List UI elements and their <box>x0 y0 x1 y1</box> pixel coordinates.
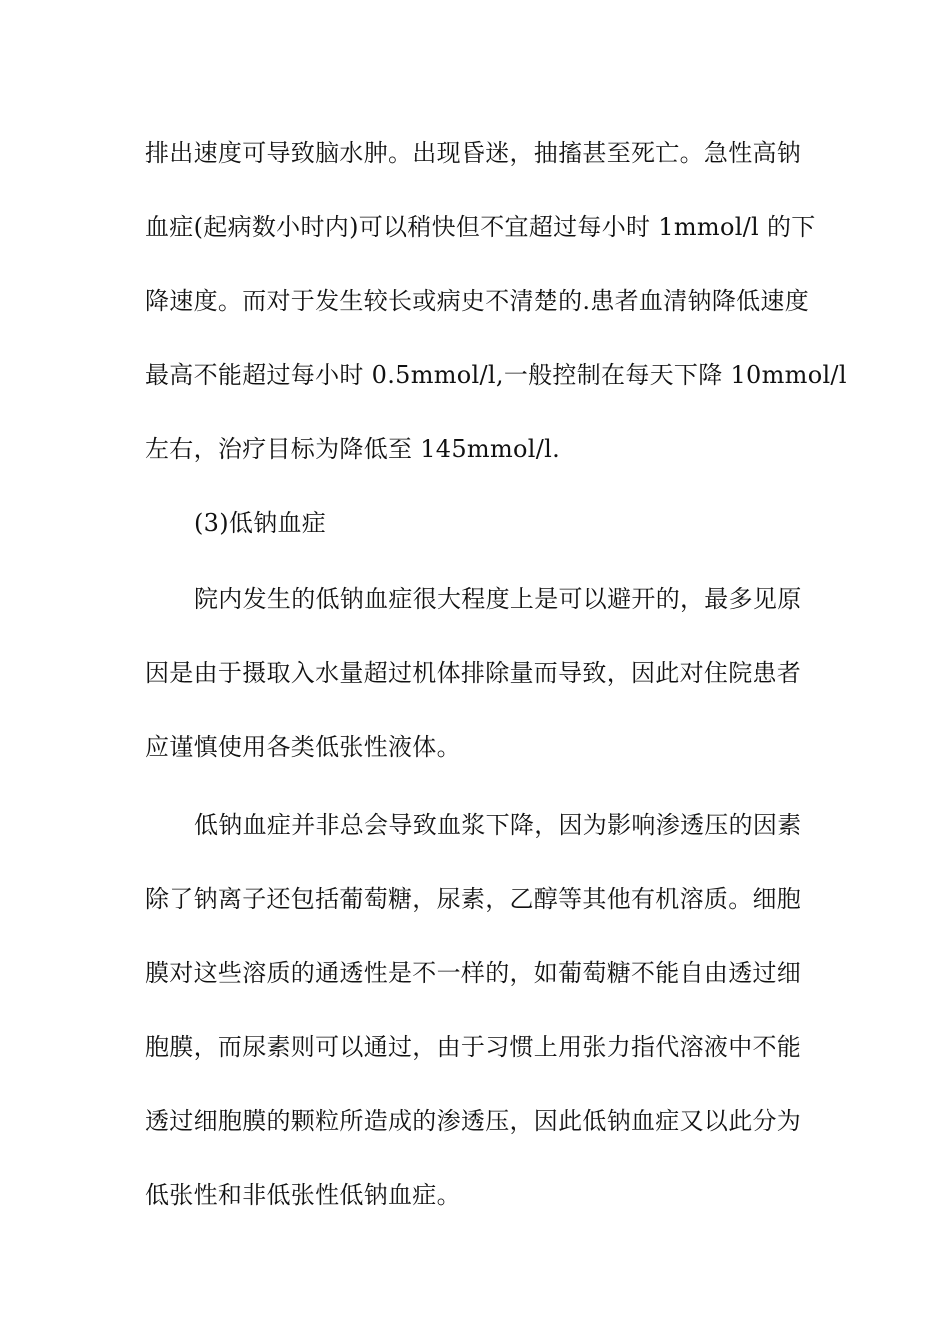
paragraph-line: 左右，治疗目标为降低至 145mmol/l. <box>145 435 561 463</box>
paragraph-line: 因是由于摄取入水量超过机体排除量而导致，因此对住院患者 <box>145 659 802 687</box>
paragraph-line: 透过细胞膜的颗粒所造成的渗透压，因此低钠血症又以此分为 <box>145 1107 802 1135</box>
paragraph-line: 除了钠离子还包括葡萄糖，尿素，乙醇等其他有机溶质。细胞 <box>145 885 802 913</box>
paragraph-line: 胞膜，而尿素则可以通过，由于习惯上用张力指代溶液中不能 <box>145 1033 802 1061</box>
paragraph-line: 膜对这些溶质的通透性是不一样的，如葡萄糖不能自由透过细 <box>145 959 802 987</box>
paragraph-line: 低张性和非低张性低钠血症。 <box>145 1181 461 1209</box>
paragraph-line: 低钠血症并非总会导致血浆下降，因为影响渗透压的因素 <box>194 811 802 839</box>
paragraph-line: 血症(起病数小时内)可以稍快但不宜超过每小时 1mmol/l 的下 <box>145 213 816 241</box>
paragraph-line: 最高不能超过每小时 0.5mmol/l,一般控制在每天下降 10mmol/l <box>145 361 847 389</box>
paragraph-line: 降速度。而对于发生较长或病史不清楚的.患者血清钠降低速度 <box>145 287 810 315</box>
paragraph-line: 应谨慎使用各类低张性液体。 <box>145 733 461 761</box>
paragraph-line: 院内发生的低钠血症很大程度上是可以避开的，最多见原 <box>194 585 802 613</box>
paragraph-line: 排出速度可导致脑水肿。出现昏迷，抽搐甚至死亡。急性高钠 <box>145 139 802 167</box>
section-heading: (3)低钠血症 <box>194 509 327 537</box>
